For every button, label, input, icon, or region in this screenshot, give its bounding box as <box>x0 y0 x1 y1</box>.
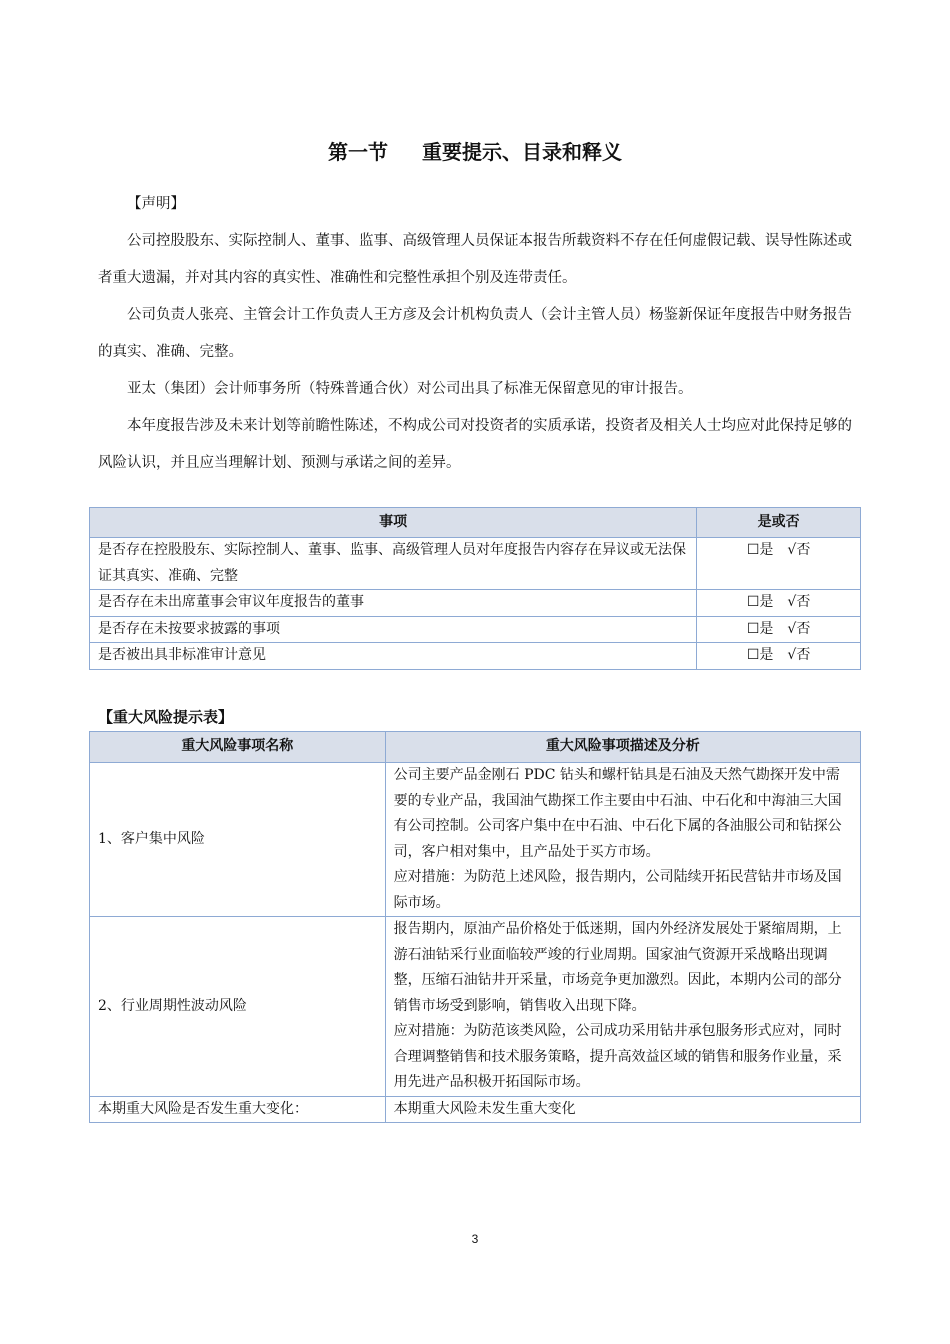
risk-table <box>89 731 861 1123</box>
risk-header-row <box>90 732 861 763</box>
matters-header-row <box>90 508 861 538</box>
risk-detail <box>385 917 860 1097</box>
matters-header-item: 事项 <box>90 508 697 538</box>
risk-description: 报告期内，原油产品价格处于低迷期，国内外经济发展处于紧缩周期，上游石油钻采行业面临较严竣的行业周期。国家油气资源开采战略出现调整，压缩石油钻井开采量，市场竞争更加激烈。因此，本期内公司的部分销售市场受到影响，销售收入出现下降。 <box>393 921 842 1014</box>
statement-paragraph-3: 亚太（集团）会计师事务所（特殊普通合伙）对公司出具了标准无保留意见的审计报告。 <box>127 381 693 397</box>
matter-item: 是否存在未出席董事会审议年度报告的董事 <box>90 590 697 617</box>
table-row <box>90 538 861 590</box>
table-row <box>90 1096 861 1123</box>
matter-answer: ☐是 √否 <box>697 590 861 617</box>
page-number: 3 <box>471 1232 479 1246</box>
statement-paragraph-1: 公司控股股东、实际控制人、董事、监事、高级管理人员保证本报告所载资料不存在任何虚假记载、误导性陈述或者重大遗漏，并对其内容的真实性、准确性和完整性承担个别及连带责任。 <box>98 233 852 286</box>
table-row <box>90 590 861 617</box>
risk-header-name: 重大风险事项名称 <box>90 732 386 763</box>
risk-change-label: 本期重大风险是否发生重大变化： <box>90 1096 386 1123</box>
table-row <box>90 643 861 670</box>
matter-answer: ☐是 √否 <box>697 538 861 590</box>
risk-measure: 应对措施：为防范上述风险，报告期内，公司陆续开拓民营钻井市场及国际市场。 <box>393 869 842 911</box>
matter-answer: ☐是 √否 <box>697 616 861 643</box>
risk-measure: 应对措施：为防范该类风险，公司成功采用钻井承包服务形式应对，同时合理调整销售和技术服务策略，提升高效益区域的销售和服务作业量，采用先进产品积极开拓国际市场。 <box>393 1023 842 1090</box>
matter-item: 是否存在未按要求披露的事项 <box>90 616 697 643</box>
risk-name: 2、行业周期性波动风险 <box>90 917 386 1097</box>
matter-item: 是否存在控股股东、实际控制人、董事、监事、高级管理人员对年度报告内容存在异议或无法保证其真实、准确、完整 <box>90 538 697 590</box>
risk-detail <box>385 763 860 917</box>
section-prefix: 第一节 <box>328 140 388 164</box>
section-heading: 重要提示、目录和释义 <box>422 140 622 164</box>
risk-name: 1、客户集中风险 <box>90 763 386 917</box>
statement-paragraph-2: 公司负责人张亮、主管会计工作负责人王方彦及会计机构负责人（会计主管人员）杨鉴新保证年度报告中财务报告的真实、准确、完整。 <box>98 307 852 360</box>
section-title <box>0 136 950 165</box>
statement-label: 【声明】 <box>127 196 185 212</box>
matters-header-answer: 是或否 <box>697 508 861 538</box>
risk-header-description: 重大风险事项描述及分析 <box>385 732 860 763</box>
table-row <box>90 763 861 917</box>
matters-table <box>89 507 861 670</box>
risk-change-value: 本期重大风险未发生重大变化 <box>385 1096 860 1123</box>
matter-item: 是否被出具非标准审计意见 <box>90 643 697 670</box>
risk-description: 公司主要产品金刚石 PDC 钻头和螺杆钻具是石油及天然气勘探开发中需要的专业产品，我国油气勘探工作主要由中石油、中石化和中海油三大国有公司控制。公司客户集中在中石油、中石化下属的各油服公司和钻探公司，客户相对集中，且产品处于买方市场。 <box>393 767 842 860</box>
table-row <box>90 616 861 643</box>
matter-answer: ☐是 √否 <box>697 643 861 670</box>
table-row <box>90 917 861 1097</box>
risk-table-heading: 【重大风险提示表】 <box>98 708 234 726</box>
statement-paragraph-4: 本年度报告涉及未来计划等前瞻性陈述，不构成公司对投资者的实质承诺，投资者及相关人士均应对此保持足够的风险认识，并且应当理解计划、预测与承诺之间的差异。 <box>98 418 852 471</box>
